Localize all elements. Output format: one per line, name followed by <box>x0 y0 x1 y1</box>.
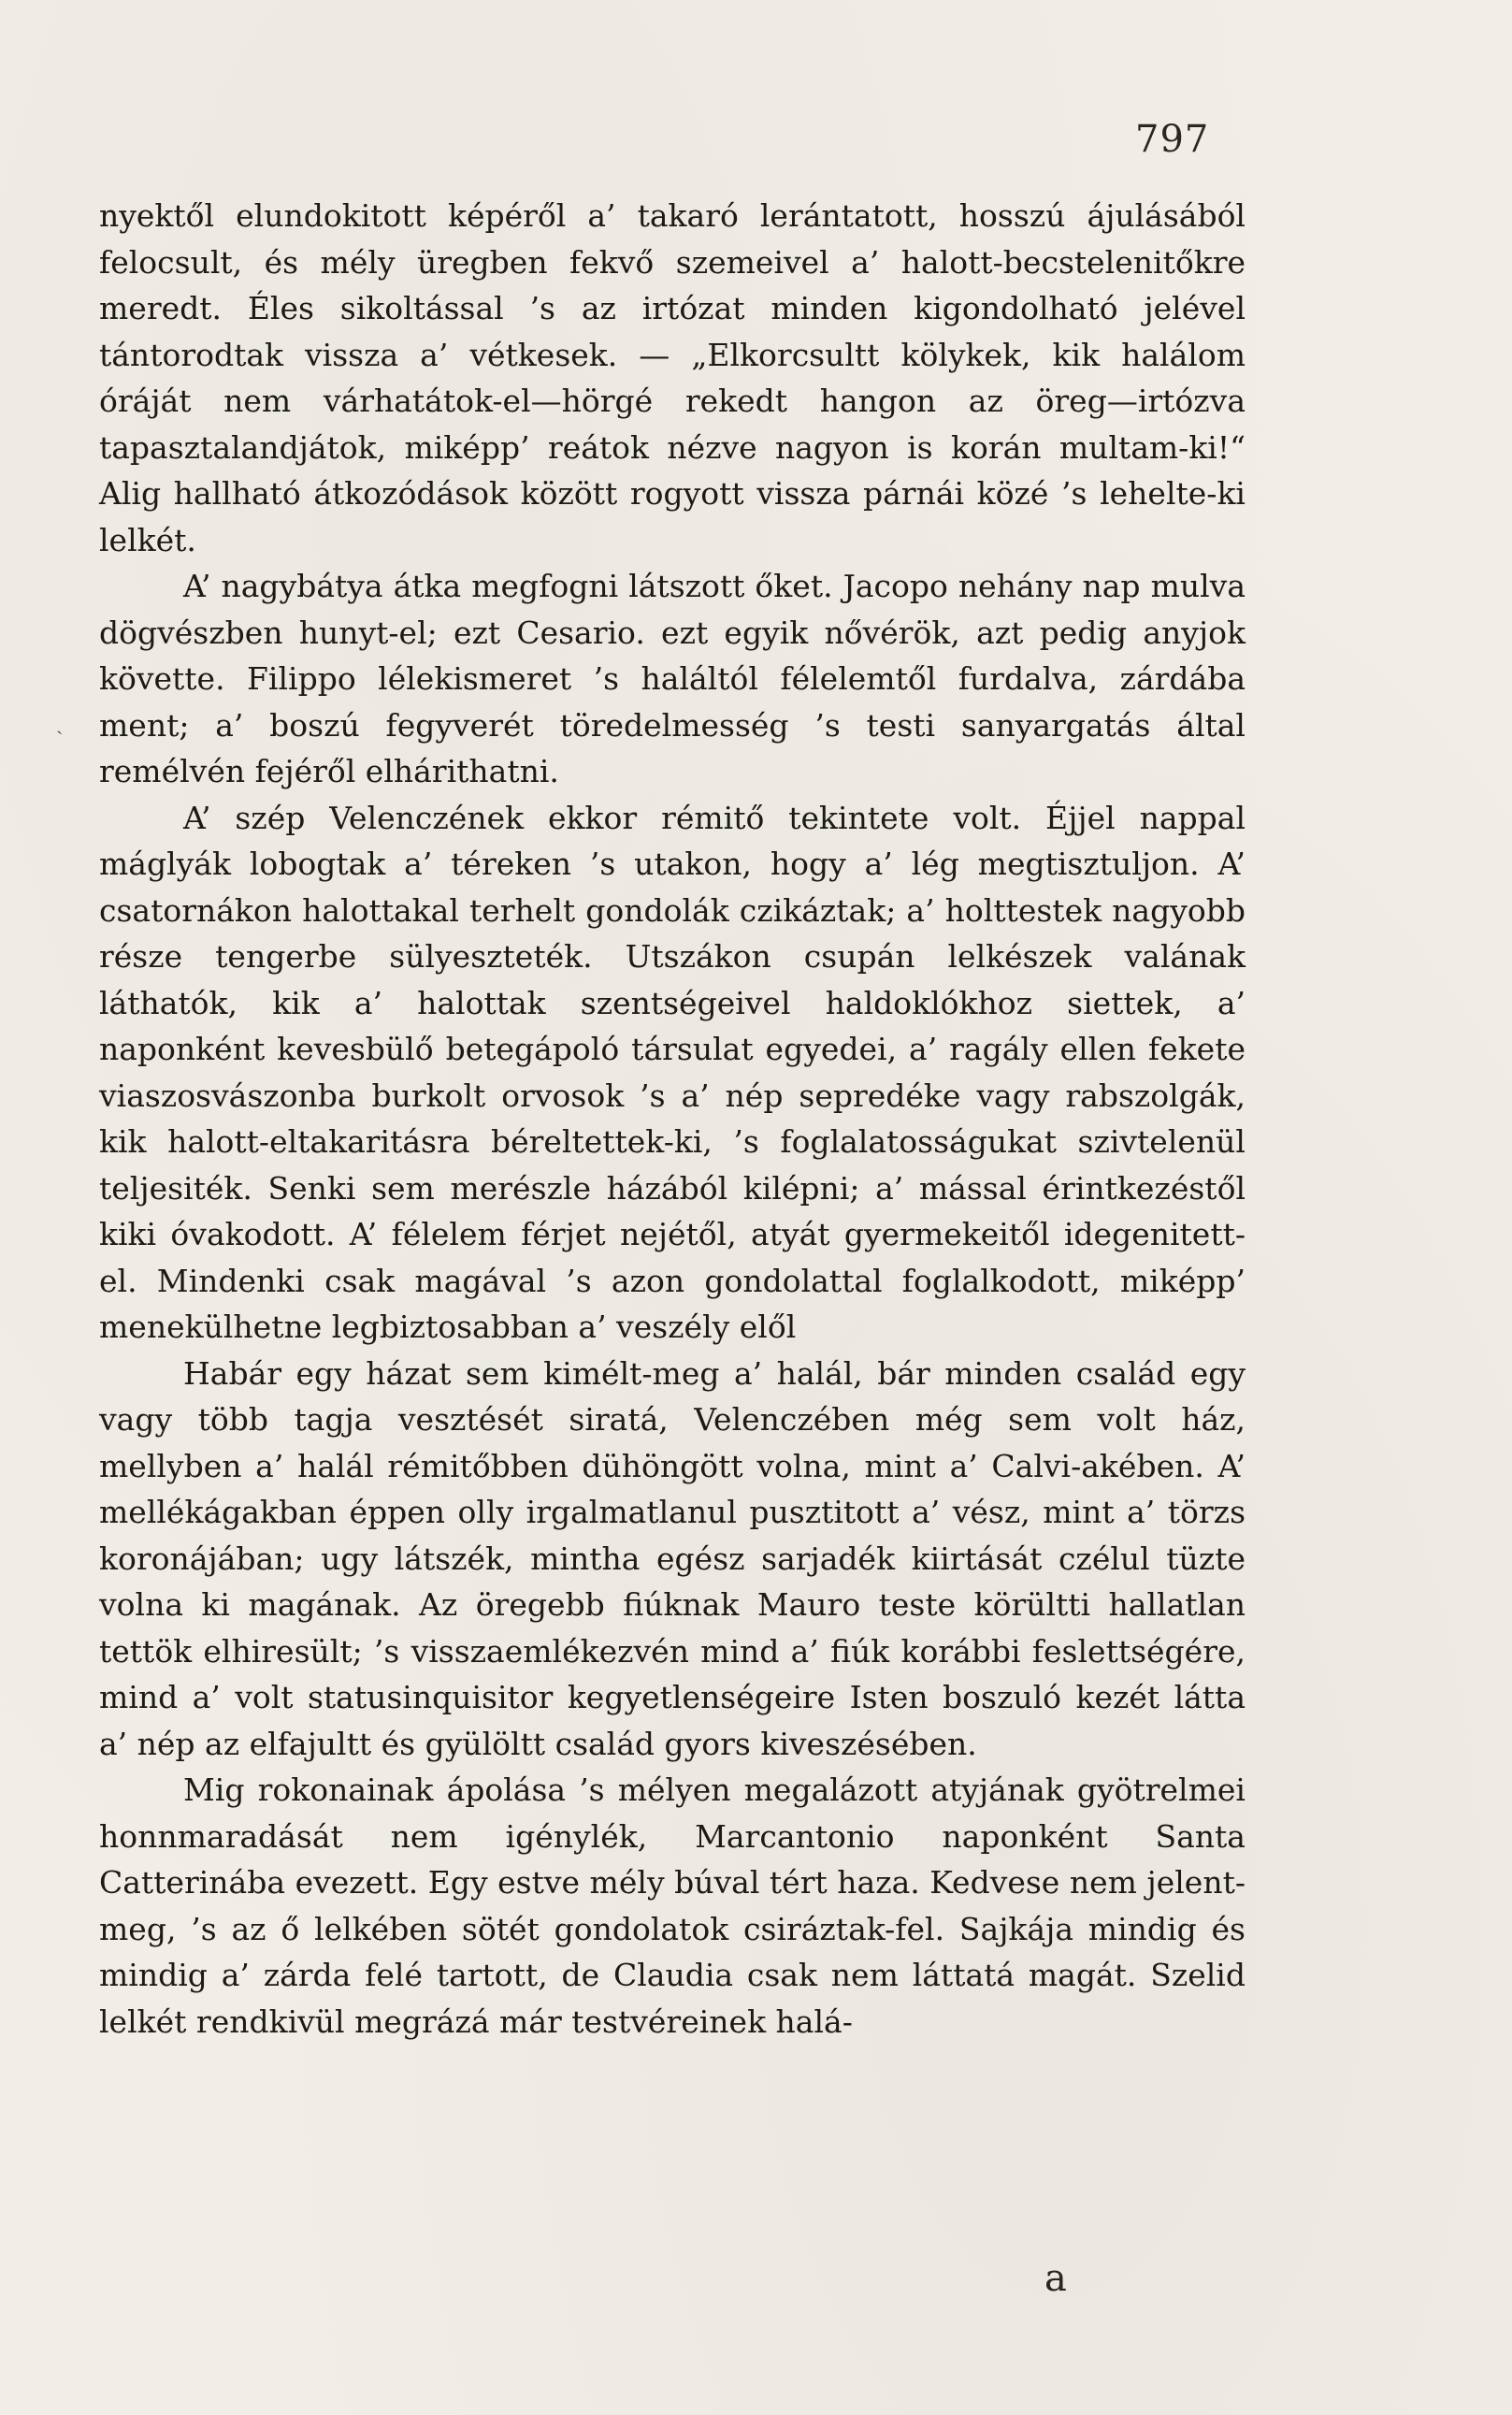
catchword: a <box>1044 2257 1067 2300</box>
body-text <box>99 193 1246 2045</box>
paragraph-4: Habár egy házat sem kimélt-meg a’ halál, bár minden család egy vagy több tagja vesztését siratá, Velenczében még sem volt ház, mellyben a’ halál rémitőbben dühöngött volna, mint a’ Calvi-akében. A’ mellékágakban éppen olly irgalmatlanul pusztitott a’ vész, mint a’ törzs koronájában; ugy látszék, mintha egész sarjadék kiirtását czélul tüzte volna ki magának. Az öregebb fiúknak Mauro teste körültti hallatlan tettök elhiresült; ’s visszaemlékezvén mind a’ fiúk korábbi feslettségére, mind a’ volt statusinquisitor kegyetlenségeire Isten boszuló kezét látta a’ nép az elfajultt és gyülöltt család gyors kiveszésében. <box>99 1354 1246 1762</box>
page-number: 797 <box>1135 118 1210 161</box>
paragraph-1: nyektől elundokitott képéről a’ takaró lerántatott, hosszú ájulásából felocsult, és mély üregben fekvő szemeivel a’ halott-becstelenitőkre meredt. Éles sikoltással ’s az irtózat minden kigondolható jelével tántorodtak vissza a’ vétkesek. — „Elkorcsultt kölykek, kik halálom óráját nem várhatátok-el—hörgé rekedt hangon az öreg—irtózva tapasztalandjátok, miképp’ reátok nézve nagyon is korán multam-ki!“ Alig hallható átkozódások között rogyott vissza párnái közé ’s lehelte-ki lelkét. <box>99 197 1246 558</box>
paragraph-3: A’ szép Velenczének ekkor rémitő tekintete volt. Éjjel nappal máglyák lobogtak a’ téreken ’s utakon, hogy a’ lég megtisztuljon. A’ csatornákon halottakal terhelt gondolák czikáztak; a’ holttestek nagyobb része tengerbe sülyeszteték. Utszákon csupán lelkészek valának láthatók, kik a’ halottak szentségeivel haldoklókhoz siettek, a’ naponként kevesbülő betegápoló társulat egyedei, a’ ragály ellen fekete viaszosvászonba burkolt orvosok ’s a’ nép sepredéke vagy rabszolgák, kik halott-eltakaritásra béreltettek-ki, ’s foglalatosságukat szivtelenül teljesiték. Senki sem merészle házából kilépni; a’ mással érintkezéstől kiki óvakodott. A’ félelem férjet nejétől, atyát gyermekeitől idegenitett-el. Mindenki csak magával ’s azon gondolattal foglalkodott, miképp’ menekülhetne legbiztosabban a’ veszély elől <box>99 799 1246 1345</box>
paragraph-5: Mig rokonainak ápolása ’s mélyen megalázott atyjának gyötrelmei honnmaradását nem igénylék, Marcantonio naponként Santa Catterinába evezett. Egy estve mély búval tért haza. Kedvese nem jelent-meg, ’s az ő lelkében sötét gondolatok csiráztak-fel. Sajkája mindig és mindig a’ zárda felé tartott, de Claudia csak nem láttatá magát. Szelid lelkét rendkivül megrázá már testvéreinek halá- <box>99 1771 1246 2040</box>
paragraph-2: A’ nagybátya átka megfogni látszott őket. Jacopo nehány nap mulva dögvészben hunyt-el; ezt Cesario. ezt egyik nővérök, azt pedig anyjok követte. Filippo lélekismeret ’s haláltól félelemtől furdalva, zárdába ment; a’ boszú fegyverét töredelmesség ’s testi sanyargatás által remélvén fejéről elhárithatni. <box>99 568 1246 789</box>
margin-mark: ˎ <box>56 712 64 735</box>
